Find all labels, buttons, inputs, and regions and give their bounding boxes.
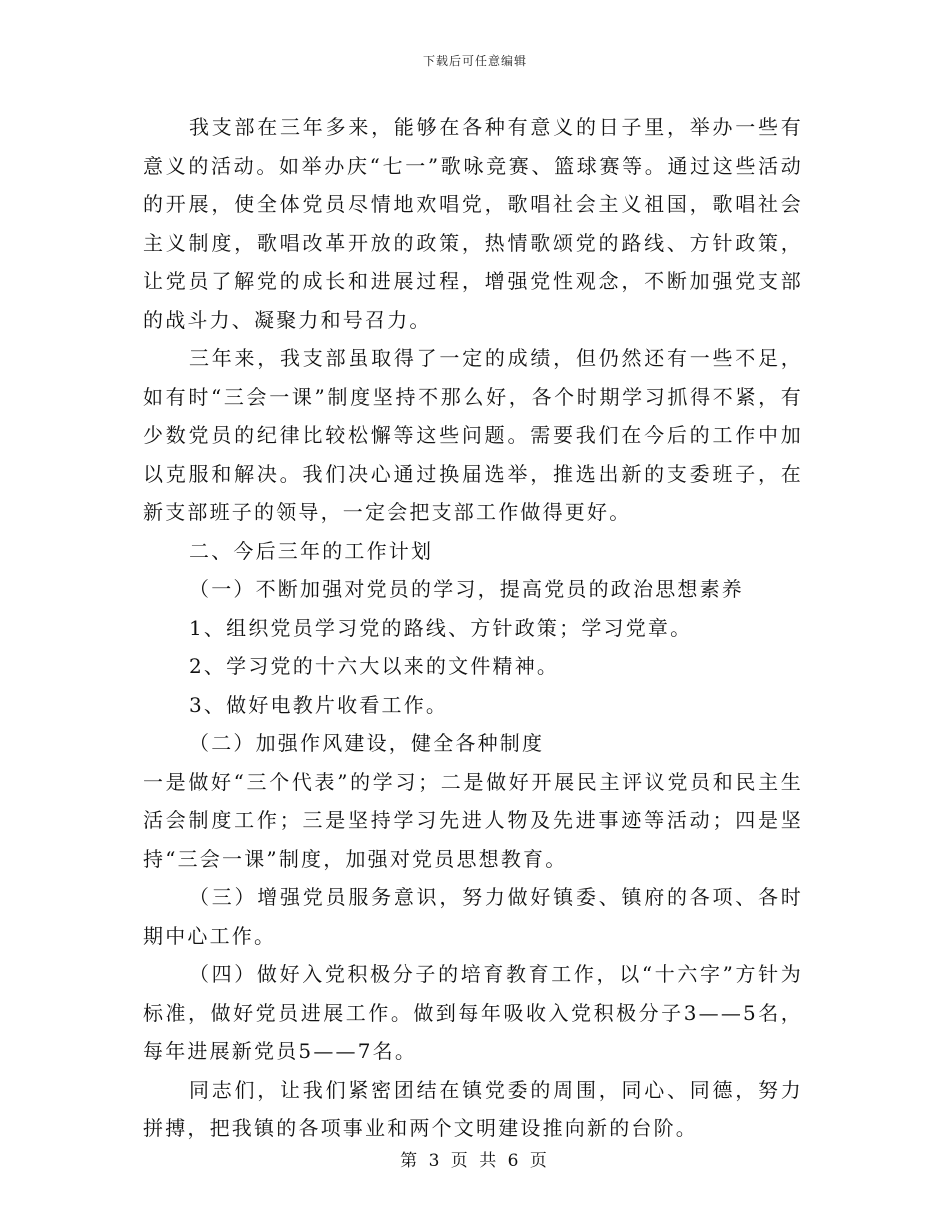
section-heading-work-plan: 二、今后三年的工作计划 [189, 538, 434, 563]
subheading-style-building: （二）加强作风建设，健全各种制度 [189, 731, 545, 755]
paragraph-service-awareness: （三）增强党员服务意识，努力做好镇委、镇府的各项、各时期中心工作。 [143, 885, 803, 948]
paragraph-shortcomings: 三年来，我支部虽取得了一定的成绩，但仍然还有一些不足，如有时“三会一课”制度坚持不那么好，各个时期学习抓得不紧，有少数党员的纪律比较松懈等这些问题。需要我们在今后的工作中加以克服和解决。我们决心通过换届选举，推选出新的支委班子，在新支部班子的领导，一定会把支部工作做得更好。 [143, 346, 803, 524]
list-item-2: 2、学习党的十六大以来的文件精神。 [189, 654, 560, 678]
subheading-study: （一）不断加强对党员的学习，提高党员的政治思想素养 [189, 577, 744, 601]
document-body [143, 108, 803, 1148]
paragraph-activists-training: （四）做好入党积极分子的培育教育工作，以“十六字”方针为标准，做好党员进展工作。做到每年吸收入党积极分子3——5名，每年进展新党员5——7名。 [143, 962, 803, 1063]
paragraph-activities: 我支部在三年多来，能够在各种有意义的日子里，举办一些有意义的活动。如举办庆“七一”歌咏竞赛、篮球赛等。通过这些活动的开展，使全体党员尽情地欢唱党，歌唱社会主义祖国，歌唱社会主义制度，歌唱改革开放的政策，热情歌颂党的路线、方针政策，让党员了解党的成长和进展过程，增强党性观念，不断加强党支部的战斗力、凝聚力和号召力。 [143, 115, 803, 332]
page-number: 第 3 页 共 6 页 [400, 1151, 550, 1171]
paragraph-closing: 同志们，让我们紧密团结在镇党委的周围，同心、同德，努力拼搏，把我镇的各项事业和两个文明建设推向新的台阶。 [143, 1077, 803, 1140]
list-item-3: 3、做好电教片收看工作。 [189, 692, 449, 717]
list-item-1: 1、组织党员学习党的路线、方针政策；学习党章。 [189, 615, 693, 640]
paragraph-style-building: 一是做好“三个代表”的学习；二是做好开展民主评议党员和民主生活会制度工作；三是坚持学习先进人物及先进事迹等活动；四是坚持“三会一课”制度，加强对党员思想教育。 [143, 769, 803, 871]
page-header-note: 下载后可任意编辑 [422, 54, 527, 68]
